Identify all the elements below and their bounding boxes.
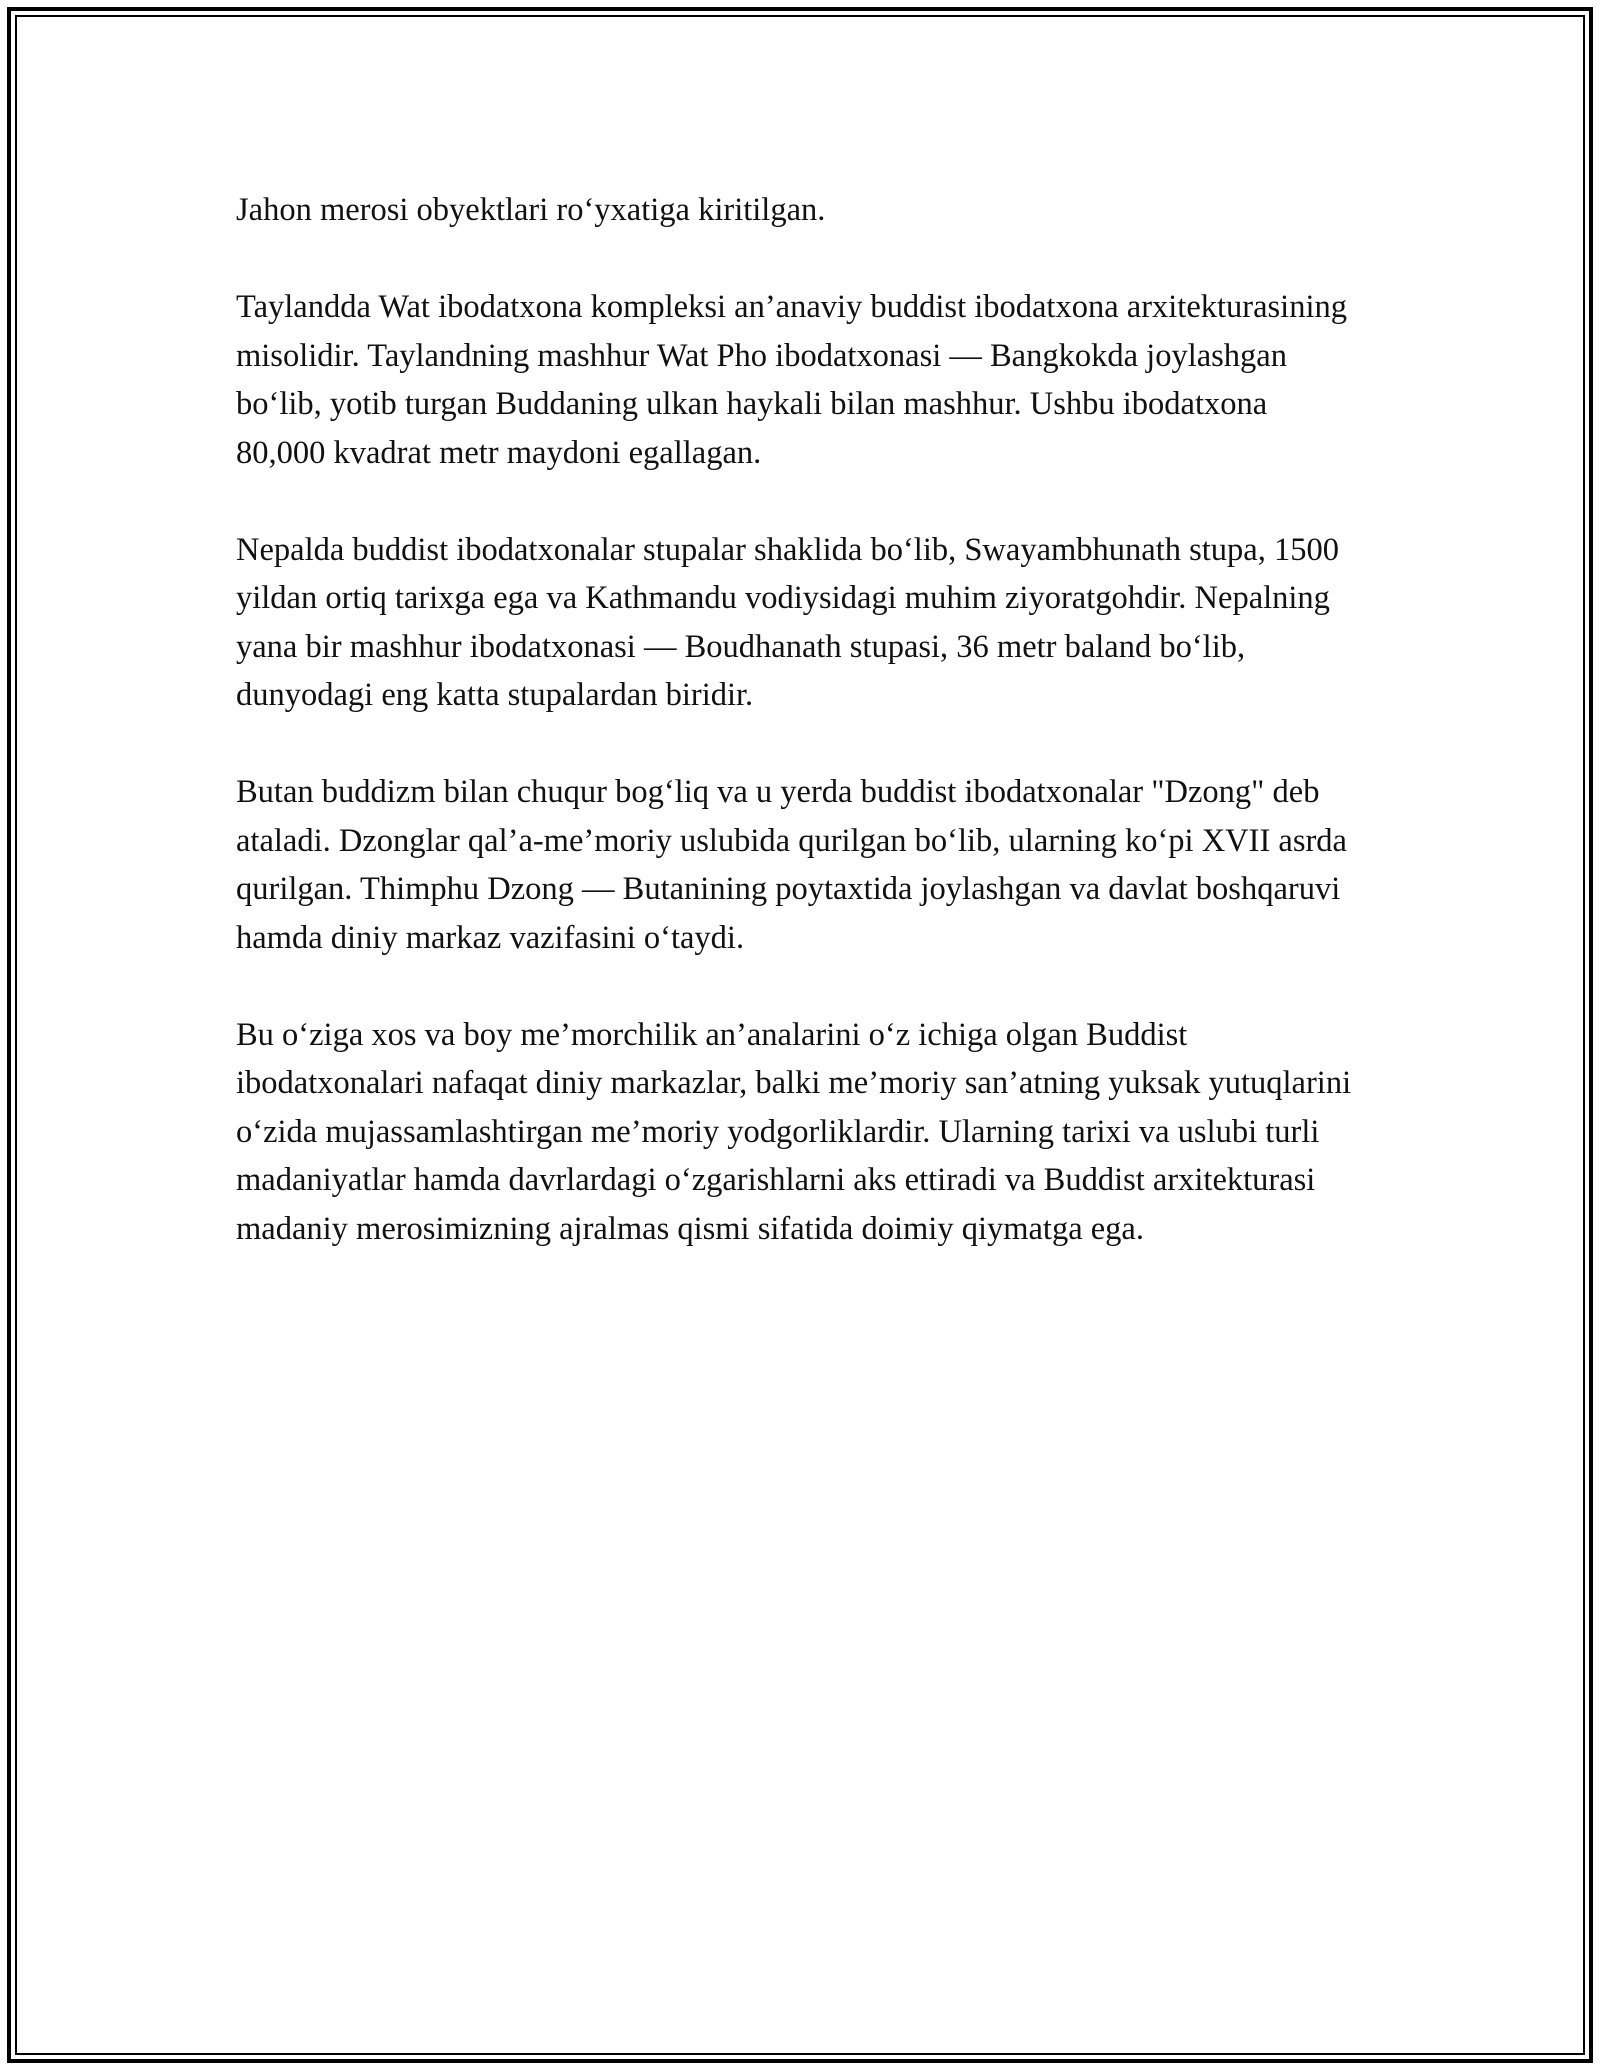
paragraph: Taylandda Wat ibodatxona kompleksi an’anaviy buddist ibodatxona arxitekturasining misolidir. Taylandning mashhur Wat Pho ibodatxonasi — Bangkokda joylashgan bo‘lib, yotib turgan Buddaning ulkan haykali bilan mashhur. Ushbu ibodatxona 80,000 kvadrat metr maydoni egallagan. (236, 289, 1347, 471)
paragraph: Jahon merosi obyektlari ro‘yxatiga kiritilgan. (236, 192, 826, 228)
document-body (236, 186, 1356, 1302)
paragraph: Butan buddizm bilan chuqur bog‘liq va u yerda buddist ibodatxonalar "Dzong" deb ataladi. Dzonglar qal’a-me’moriy uslubida qurilgan bo‘lib, ularning ko‘pi XVII asrda qurilgan. Thimphu Dzong — Butanining poytaxtida joylashgan va davlat boshqaruvi hamda diniy markaz vazifasini o‘taydi. (236, 774, 1347, 956)
paragraph: Nepalda buddist ibodatxonalar stupalar shaklida bo‘lib, Swayambhunath stupa, 1500 yildan ortiq tarixga ega va Kathmandu vodiysidagi muhim ziyoratgohdir. Nepalning yana bir mashhur ibodatxonasi — Boudhanath stupasi, 36 metr baland bo‘lib, dunyodagi eng katta stupalardan biridir. (236, 531, 1339, 713)
paragraph: Bu o‘ziga xos va boy me’morchilik an’analarini o‘z ichiga olgan Buddist ibodatxonalari nafaqat diniy markazlar, balki me’moriy san’atning yuksak yutuqlarini o‘zida mujassamlashtirgan me’moriy yodgorliklardir. Ularning tarixi va uslubi turli madaniyatlar hamda davrlardagi o‘zgarishlarni aks ettiradi va Buddist arxitekturasi madaniy merosimizning ajralmas qismi sifatida doimiy qiymatga ega. (236, 1016, 1352, 1247)
